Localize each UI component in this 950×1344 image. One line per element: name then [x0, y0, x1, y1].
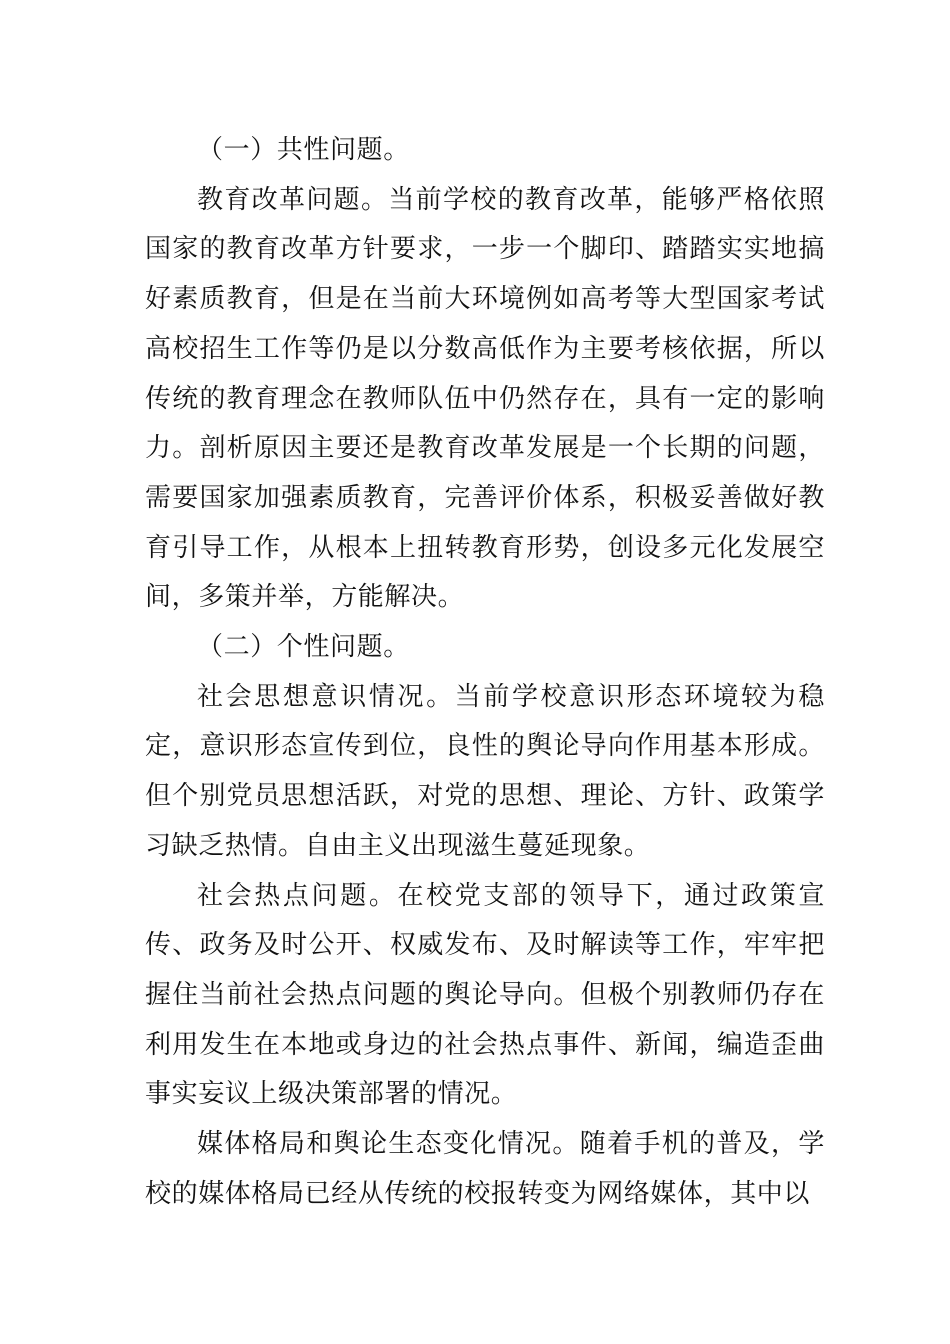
paragraph-education-reform: 教育改革问题。当前学校的教育改革，能够严格依照国家的教育改革方针要求，一步一个脚印、踏踏实实地搞好素质教育，但是在当前大环境例如高考等大型国家考试高校招生工作等仍是以分数高低作为主要考核依据，所以传统的教育理念在教师队伍中仍然存在，具有一定的影响力。剖析原因主要还是教育改革发展是一个长期的问题，需要国家加强素质教育，完善评价体系，积极妥善做好教育引导工作，从根本上扭转教育形势，创设多元化发展空间，多策并举，方能解决。: [145, 184, 825, 613]
section-heading-common-issues: （一）共性问题。: [197, 135, 410, 165]
document-body: [145, 126, 825, 1219]
paragraph-media-landscape: 媒体格局和舆论生态变化情况。随着手机的普及，学校的媒体格局已经从传统的校报转变为网络媒体，其中以: [145, 1129, 825, 1209]
paragraph-social-ideology: 社会思想意识情况。当前学校意识形态环境较为稳定，意识形态宣传到位，良性的舆论导向作用基本形成。但个别党员思想活跃，对党的思想、理论、方针、政策学习缺乏热情。自由主义出现滋生蔓延现象。: [145, 681, 825, 861]
paragraph-social-hotspots: 社会热点问题。在校党支部的领导下，通过政策宣传、政务及时公开、权威发布、及时解读等工作，牢牢把握住当前社会热点问题的舆论导向。但极个别教师仍存在利用发生在本地或身边的社会热点事件、新闻，编造歪曲事实妄议上级决策部署的情况。: [145, 880, 825, 1110]
section-heading-individual-issues: （二）个性问题。: [197, 632, 410, 663]
